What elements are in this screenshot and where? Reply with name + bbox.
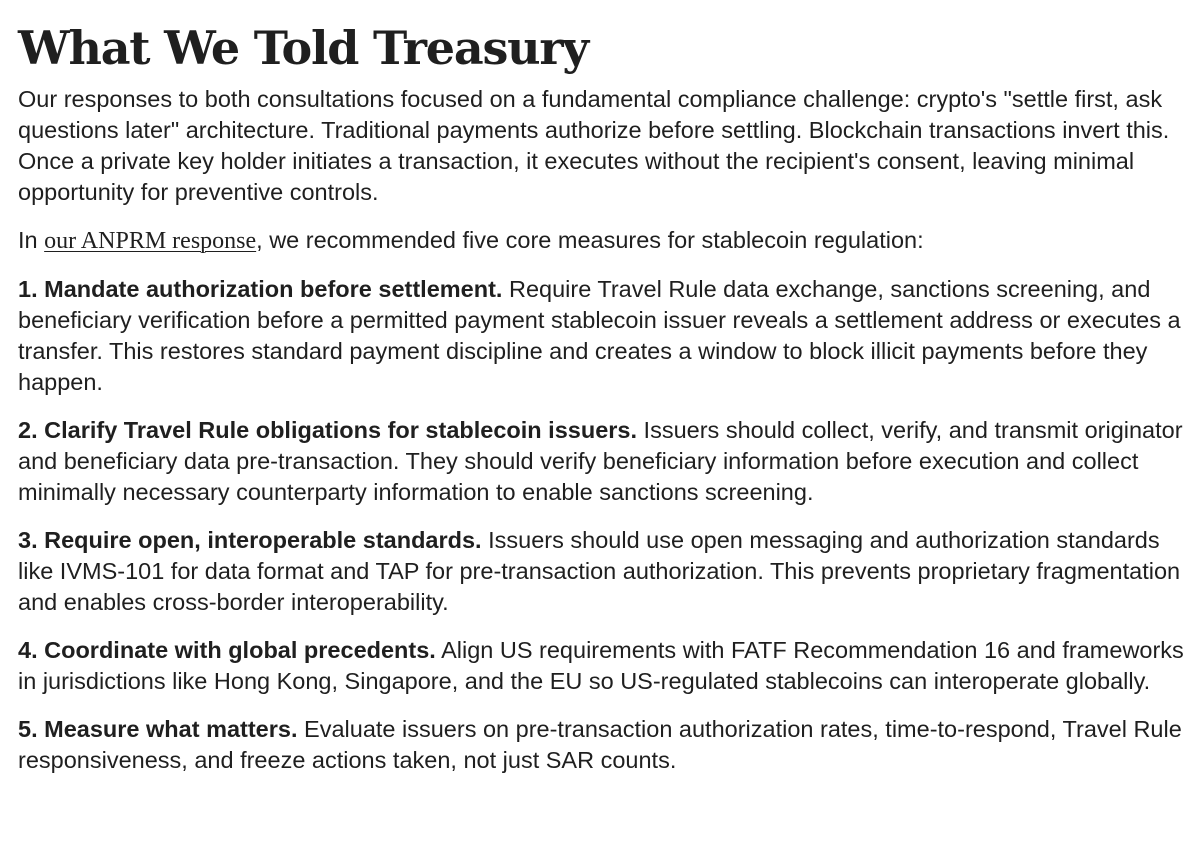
recommendation-heading: 4. Coordinate with global precedents. bbox=[18, 637, 436, 663]
anprm-response-link[interactable]: our ANPRM response bbox=[44, 228, 257, 254]
recommendation-item-1 bbox=[18, 274, 1188, 398]
lead-text-before: In bbox=[18, 227, 45, 253]
article-title: What We Told Treasury bbox=[18, 21, 588, 75]
recommendation-heading: 5. Measure what matters. bbox=[18, 716, 298, 742]
recommendation-body: Align US requirements with FATF Recommendation 16 and frameworks in jurisdictions like Hong Kong, Singapore, and the EU so US-regulated stablecoins can interoperate globally. bbox=[18, 637, 1184, 694]
recommendation-item-3 bbox=[18, 525, 1188, 618]
lead-paragraph bbox=[18, 225, 1188, 257]
recommendation-body: Evaluate issuers on pre-transaction authorization rates, time-to-respond, Travel Rule responsiveness, and freeze actions taken, not just SAR counts. bbox=[18, 716, 1182, 773]
recommendation-item-4 bbox=[18, 635, 1188, 697]
recommendation-body: Issuers should collect, verify, and transmit originator and beneficiary data pre-transaction. They should verify beneficiary information before execution and collect minimally necessary counterparty information to enable sanctions screening. bbox=[18, 417, 1183, 505]
recommendation-heading: 3. Require open, interoperable standards. bbox=[18, 527, 482, 553]
recommendation-item-2 bbox=[18, 415, 1188, 508]
lead-text-after: , we recommended five core measures for stablecoin regulation: bbox=[256, 227, 924, 253]
recommendation-item-5 bbox=[18, 714, 1188, 776]
recommendation-body: Require Travel Rule data exchange, sanctions screening, and beneficiary verification before a permitted payment stablecoin issuer reveals a settlement address or executes a transfer. This restores standard payment discipline and creates a window to block illicit payments before they happen. bbox=[18, 276, 1181, 395]
recommendation-heading: 2. Clarify Travel Rule obligations for stablecoin issuers. bbox=[18, 417, 638, 443]
recommendation-body: Issuers should use open messaging and authorization standards like IVMS-101 for data format and TAP for pre-transaction authorization. This prevents proprietary fragmentation and enables cross-border interoperability. bbox=[18, 527, 1181, 615]
recommendation-heading: 1. Mandate authorization before settlement. bbox=[18, 276, 503, 302]
intro-paragraph: Our responses to both consultations focused on a fundamental compliance challenge: crypto's "settle first, ask questions later" architecture. Traditional payments authorize before settling. Blockchain transactions invert this. Once a private key holder initiates a transaction, it executes without the recipient's consent, leaving minimal opportunity for preventive controls. bbox=[18, 86, 1170, 205]
